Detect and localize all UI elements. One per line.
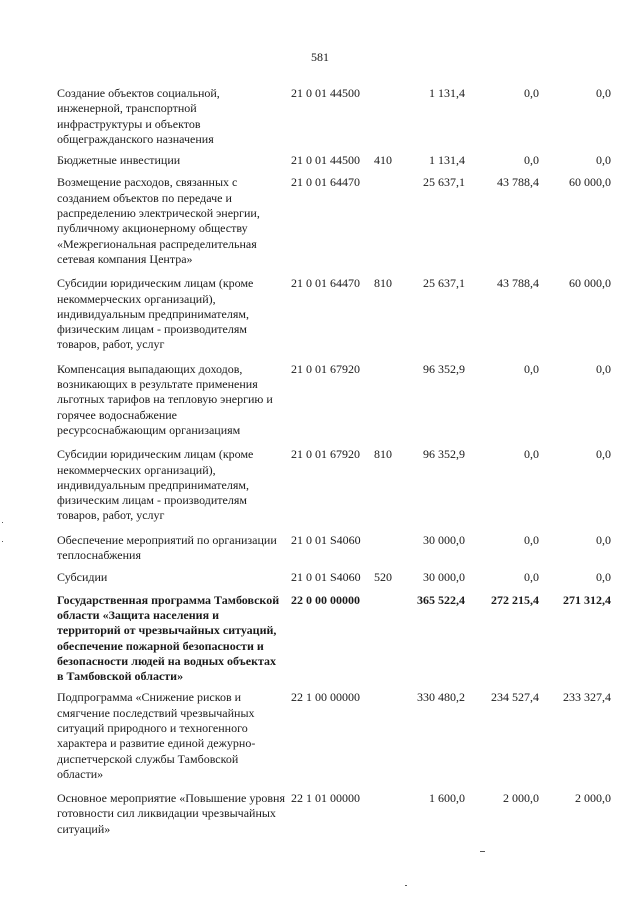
row-value-3: 60 000,0: [569, 276, 611, 291]
row-code: 21 0 01 67920: [291, 447, 360, 462]
row-value-1: 1 131,4: [429, 153, 465, 168]
row-name: Подпрограмма «Снижение рисков и смягчение последствий чрезвычайных ситуаций природного и техногенного характера и развитие единой дежурно-диспетчерской службы Тамбовской области»: [57, 690, 256, 781]
row-value-2: 0,0: [524, 86, 539, 100]
row-code: 22 1 00 00000: [291, 690, 360, 705]
row-value-2: 0,0: [524, 532, 539, 547]
row-code: 21 0 01 64470: [291, 175, 360, 190]
row-value-3: 0,0: [596, 361, 611, 376]
row-code: 21 0 01 67920: [291, 361, 360, 376]
table-row: [57, 86, 617, 147]
row-value-1: 25 637,1: [423, 175, 465, 190]
row-value-2: 43 788,4: [497, 276, 539, 291]
row-value-2: 0,0: [524, 570, 539, 585]
table-row: [57, 570, 617, 585]
row-code: 21 0 01 44500: [291, 153, 360, 168]
row-code: 22 1 01 00000: [291, 791, 360, 806]
row-name: Возмещение расходов, связанных с созданием объектов по передаче и распределению электрической энергии, публичному акционерному обществу «Межрегиональная распределительная сетевая компания Центра»: [57, 175, 260, 266]
budget-table: [57, 86, 617, 837]
row-name: Компенсация выпадающих доходов, возникающих в результате применения льготных тарифов на тепловую энергию и горячее водоснабжение ресурсоснабжающим организациям: [57, 361, 273, 437]
row-expense-type: 410: [374, 153, 392, 168]
row-value-1: 30 000,0: [423, 532, 465, 547]
scan-speck: [2, 541, 3, 542]
row-code: 21 0 01 44500: [291, 86, 360, 100]
row-name: Субсидии юридическим лицам (кроме некоммерческих организаций), индивидуальным предпринимателям, физическим лицам - производителям товаров, работ, услуг: [57, 447, 254, 523]
table-row: [57, 690, 617, 782]
row-name: Субсидии юридическим лицам (кроме некоммерческих организаций), индивидуальным предпринимателям, физическим лицам - производителям товаров, работ, услуг: [57, 276, 254, 352]
row-name: Бюджетные инвестиции: [57, 153, 181, 168]
row-value-3: 233 327,4: [563, 690, 611, 705]
row-value-3: 0,0: [596, 153, 611, 168]
row-value-2: 2 000,0: [503, 791, 539, 806]
row-value-3: 0,0: [596, 447, 611, 462]
row-value-1: 330 480,2: [417, 690, 465, 705]
table-row: [57, 175, 617, 267]
row-expense-type: 810: [374, 276, 392, 291]
row-expense-type: 810: [374, 447, 392, 462]
row-value-3: 0,0: [596, 532, 611, 547]
row-code: 21 0 01 64470: [291, 276, 360, 291]
row-value-3: 271 312,4: [563, 592, 611, 607]
row-expense-type: 520: [374, 570, 392, 585]
page-number: 581: [311, 50, 329, 64]
row-value-2: 272 215,4: [491, 592, 539, 607]
row-value-1: 365 522,4: [417, 592, 465, 607]
scan-speck: [405, 885, 407, 886]
row-name: Субсидии: [57, 570, 108, 585]
row-value-1: 96 352,9: [423, 447, 465, 462]
scan-speck: [2, 522, 3, 523]
row-value-2: 0,0: [524, 447, 539, 462]
row-value-2: 0,0: [524, 361, 539, 376]
row-value-1: 1 131,4: [429, 86, 465, 100]
row-value-2: 0,0: [524, 153, 539, 168]
row-value-2: 234 527,4: [491, 690, 539, 705]
row-name: Обеспечение мероприятий по организации теплоснабжения: [57, 532, 277, 563]
row-value-1: 30 000,0: [423, 570, 465, 585]
row-name: Государственная программа Тамбовской области «Защита населения и территорий от чрезвычайных ситуаций, обеспечение пожарной безопасности и безопасности людей на водных объектах в Тамбовской области»: [57, 592, 280, 684]
table-row: [57, 533, 617, 564]
row-value-2: 43 788,4: [497, 175, 539, 190]
row-code: 22 0 00 00000: [291, 592, 360, 607]
row-value-1: 25 637,1: [423, 276, 465, 291]
scan-speck: [480, 851, 485, 852]
row-value-1: 96 352,9: [423, 361, 465, 376]
row-value-3: 60 000,0: [569, 175, 611, 190]
row-value-1: 1 600,0: [429, 791, 465, 806]
row-name: Создание объектов социальной, инженерной, транспортной инфраструктуры и объектов общегражданского назначения: [57, 86, 220, 146]
row-value-3: 2 000,0: [575, 791, 611, 806]
row-name: Основное мероприятие «Повышение уровня готовности сил ликвидации чрезвычайных ситуаций»: [57, 791, 285, 836]
table-row: [57, 153, 617, 168]
row-code: 21 0 01 S4060: [291, 570, 361, 585]
table-row: [57, 362, 617, 438]
row-value-3: 0,0: [596, 86, 611, 100]
row-code: 21 0 01 S4060: [291, 532, 361, 547]
row-value-3: 0,0: [596, 570, 611, 585]
table-row: [57, 447, 617, 523]
table-row: [57, 276, 617, 352]
table-row: [57, 791, 617, 837]
table-row-program: [57, 593, 617, 685]
